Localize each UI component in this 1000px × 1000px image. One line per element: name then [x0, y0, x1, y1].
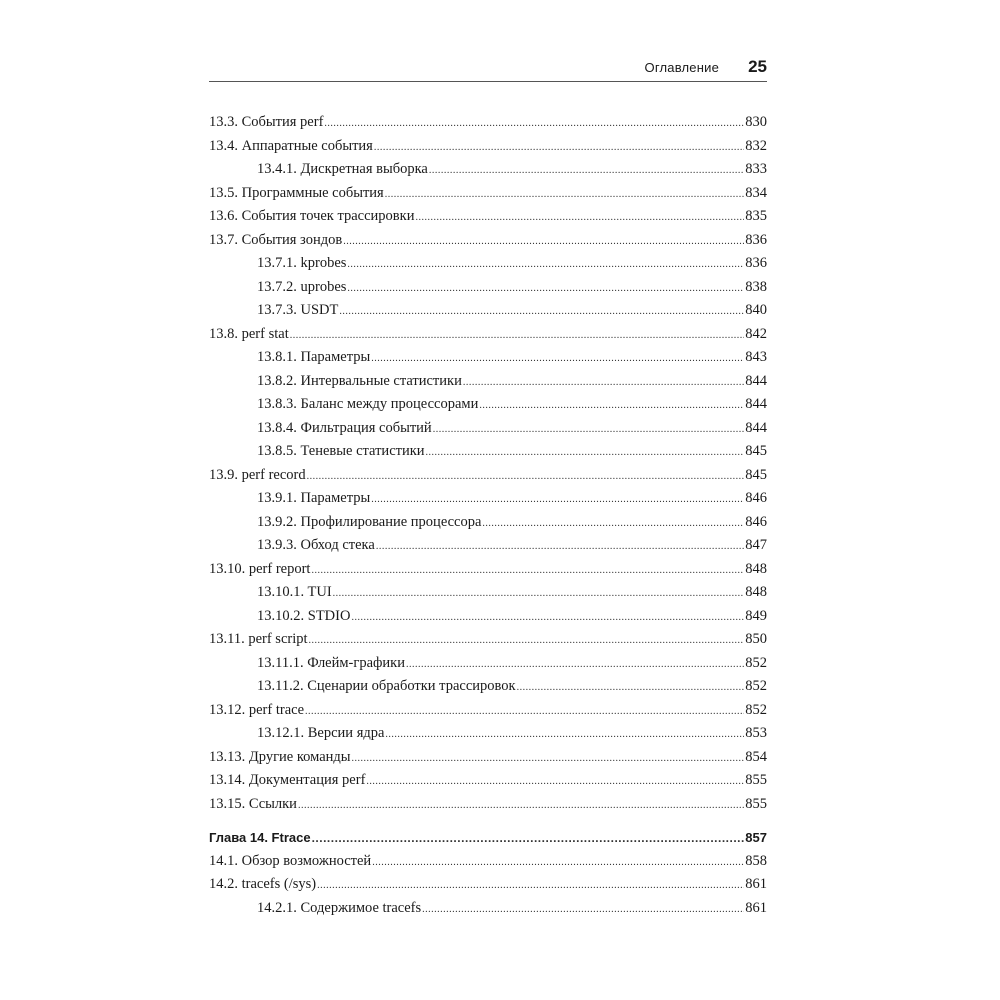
- toc-entry[interactable]: [209, 534, 767, 558]
- toc-entry-page: 852: [745, 701, 767, 718]
- toc-entry-label: 13.7.1. kprobes: [257, 255, 347, 271]
- toc-entry-label: 13.10.1. TUI: [257, 584, 332, 600]
- toc-leader-dots: [371, 488, 744, 512]
- toc-entry[interactable]: [209, 628, 767, 652]
- toc-leader-dots: [479, 394, 744, 418]
- toc-entry[interactable]: [209, 370, 767, 394]
- toc-leader-dots: [347, 253, 744, 277]
- toc-leader-dots: [385, 183, 745, 207]
- toc-leader-dots: [339, 300, 744, 324]
- toc-leader-dots: [343, 230, 744, 254]
- toc-entry[interactable]: [209, 511, 767, 535]
- toc-entry-page: 840: [745, 302, 767, 318]
- toc-leader-dots: [429, 159, 744, 183]
- toc-leader-dots: [415, 206, 744, 230]
- toc-entry[interactable]: [209, 229, 767, 253]
- toc-leader-dots: [372, 851, 744, 875]
- toc-leader-dots: [333, 582, 745, 606]
- toc-entry-page: 844: [745, 372, 767, 389]
- toc-entry[interactable]: [209, 769, 767, 793]
- toc-entry-label: 13.11. perf script: [209, 631, 308, 647]
- toc-leader-dots: [374, 136, 744, 160]
- toc-entry-label: 13.9. perf record: [209, 466, 306, 483]
- toc-entry[interactable]: [209, 722, 767, 746]
- toc-entry-page: 848: [745, 584, 767, 600]
- toc-entry[interactable]: [209, 746, 767, 770]
- toc-entry-page: 852: [745, 678, 767, 694]
- toc-entry-page: 833: [745, 161, 767, 177]
- toc-leader-dots: [433, 418, 745, 442]
- running-head-title: Оглавление: [644, 60, 719, 75]
- toc-entry[interactable]: [209, 111, 767, 135]
- toc-entry-label: 13.8.4. Фильтрация событий: [257, 419, 432, 436]
- toc-leader-dots: [376, 535, 744, 559]
- toc-entry[interactable]: [209, 581, 767, 605]
- toc-leader-dots: [517, 676, 745, 700]
- toc-entry-label: 13.13. Другие команды: [209, 748, 351, 765]
- toc-entry[interactable]: [209, 675, 767, 699]
- toc-entry-label: 13.9.1. Параметры: [257, 490, 371, 506]
- toc-entry-page: 844: [745, 419, 767, 436]
- toc-leader-dots: [371, 347, 744, 371]
- toc-entry-page: 846: [745, 513, 767, 530]
- toc-leader-dots: [463, 371, 744, 395]
- toc-entry-label: 13.4.1. Дискретная выборка: [257, 161, 428, 177]
- toc-entry-page: 830: [745, 114, 767, 130]
- toc-entry-label: 13.8.2. Интервальные статистики: [257, 372, 462, 389]
- toc-entry[interactable]: [209, 850, 767, 874]
- toc-entry[interactable]: [209, 699, 767, 723]
- toc-entry-page: 842: [745, 325, 767, 342]
- toc-entry[interactable]: [209, 393, 767, 417]
- toc-entry-label: 13.8.1. Параметры: [257, 349, 371, 365]
- toc-entry[interactable]: [209, 487, 767, 511]
- toc-leader-dots: [307, 465, 745, 489]
- toc-leader-dots: [385, 723, 744, 747]
- toc-entry-label: 13.8.3. Баланс между процессорами: [257, 396, 479, 412]
- toc-entry-page: 845: [745, 466, 767, 483]
- toc-entry[interactable]: [209, 873, 767, 897]
- toc-entry[interactable]: [209, 652, 767, 676]
- toc-entry-page: 853: [745, 725, 767, 741]
- toc-entry-label: 14.2.1. Содержимое tracefs: [257, 899, 422, 916]
- toc-entry[interactable]: [209, 276, 767, 300]
- toc-entry-label: 13.5. Программные события: [209, 184, 384, 201]
- toc-entry-page: 849: [745, 607, 767, 624]
- toc-entry[interactable]: [209, 205, 767, 229]
- toc-entry-label: 13.7.2. uprobes: [257, 278, 347, 295]
- toc-entry-label: 13.12. perf trace: [209, 701, 305, 718]
- toc-leader-dots: [406, 653, 744, 677]
- toc-entry-page: 836: [745, 231, 767, 248]
- toc-entry[interactable]: [209, 135, 767, 159]
- toc-entry-label: 13.6. События точек трассировки: [209, 208, 415, 224]
- toc-entry-page: 832: [745, 137, 767, 154]
- toc-entry[interactable]: [209, 182, 767, 206]
- toc-entry-page: 846: [745, 490, 767, 506]
- page-number: 25: [748, 57, 767, 76]
- toc-entry-label: 13.7. События зондов: [209, 231, 343, 248]
- table-of-contents: [209, 111, 767, 920]
- toc-leader-dots: [482, 512, 744, 536]
- toc-leader-dots: [309, 629, 745, 653]
- toc-entry-page: 852: [745, 654, 767, 671]
- toc-entry-page: 861: [745, 899, 767, 916]
- toc-entry[interactable]: [209, 897, 767, 921]
- toc-entry[interactable]: [209, 605, 767, 629]
- toc-leader-dots: [352, 747, 745, 771]
- toc-entry[interactable]: [209, 464, 767, 488]
- toc-leader-dots: [298, 794, 744, 818]
- toc-entry-page: 858: [745, 852, 767, 869]
- toc-entry-label: 13.10. perf report: [209, 560, 311, 577]
- toc-entry-label: 13.7.3. USDT: [257, 302, 339, 318]
- toc-entry[interactable]: [209, 252, 767, 276]
- toc-leader-dots: [426, 441, 745, 465]
- toc-entry-label: 13.12.1. Версии ядра: [257, 725, 385, 741]
- toc-entry-label: 13.10.2. STDIO: [257, 607, 351, 624]
- header-rule: [209, 81, 767, 82]
- toc-entry-label: 13.11.2. Сценарии обработки трассировок: [257, 678, 516, 694]
- toc-entry-label: 13.14. Документация perf: [209, 772, 366, 788]
- toc-leader-dots: [311, 559, 744, 583]
- toc-entry[interactable]: [209, 440, 767, 464]
- toc-entry[interactable]: [209, 558, 767, 582]
- toc-entry[interactable]: [209, 158, 767, 182]
- toc-entry-label: 13.8.5. Теневые статистики: [257, 443, 425, 459]
- toc-leader-dots: [305, 700, 744, 724]
- toc-entry-page: 854: [745, 748, 767, 765]
- running-head: [209, 58, 767, 80]
- toc-entry-page: 844: [745, 396, 767, 412]
- toc-entry-page: 845: [745, 443, 767, 459]
- toc-leader-dots: [347, 277, 744, 301]
- toc-leader-dots: [351, 606, 744, 630]
- toc-entry-page: 835: [745, 208, 767, 224]
- toc-entry-page: 848: [745, 560, 767, 577]
- toc-entry-page: 850: [745, 631, 767, 647]
- toc-leader-dots: [290, 324, 745, 348]
- toc-entry-label: 14.1. Обзор возможностей: [209, 852, 372, 869]
- toc-entry-label: 14.2. tracefs (/sys): [209, 876, 317, 892]
- toc-entry[interactable]: [209, 323, 767, 347]
- toc-entry-page: 855: [745, 772, 767, 788]
- toc-entry-page: 855: [745, 795, 767, 812]
- toc-entry-page: 834: [745, 184, 767, 201]
- toc-entry[interactable]: [209, 417, 767, 441]
- toc-entry-label: 13.9.2. Профилирование процессора: [257, 513, 482, 530]
- toc-entry-label: Глава 14. Ftrace: [209, 830, 311, 845]
- toc-entry[interactable]: [209, 299, 767, 323]
- toc-entry-label: 13.3. События perf: [209, 114, 324, 130]
- toc-entry-page: 861: [745, 876, 767, 892]
- toc-entry-label: 13.11.1. Флейм-графики: [257, 654, 405, 671]
- toc-leader-dots: [366, 770, 744, 794]
- toc-entry[interactable]: [209, 793, 767, 817]
- toc-entry-page: 843: [745, 349, 767, 365]
- toc-entry-page: 836: [745, 255, 767, 271]
- toc-entry-page: 857: [745, 830, 767, 845]
- toc-leader-dots: [312, 827, 745, 851]
- toc-entry-page: 838: [745, 278, 767, 295]
- toc-leader-dots: [324, 112, 744, 136]
- toc-entry[interactable]: [209, 346, 767, 370]
- toc-entry-label: 13.4. Аппаратные события: [209, 137, 373, 154]
- toc-leader-dots: [422, 898, 744, 922]
- toc-entry-page: 847: [745, 537, 767, 553]
- toc-entry-label: 13.8. perf stat: [209, 325, 289, 342]
- toc-entry-label: 13.15. Ссылки: [209, 795, 297, 812]
- toc-chapter-entry[interactable]: [209, 826, 767, 850]
- toc-leader-dots: [317, 874, 744, 898]
- toc-entry-label: 13.9.3. Обход стека: [257, 537, 375, 553]
